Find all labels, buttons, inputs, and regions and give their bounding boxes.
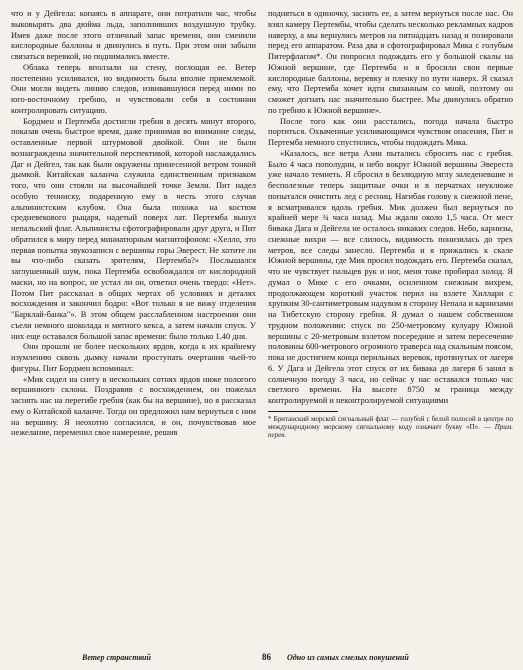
footer-chapter-title: Одно из самых смелых покушений (287, 653, 409, 662)
footnote (268, 415, 513, 440)
paragraph: «Казалось, все ветра Азии пытались сбросить нас с гребня. Было 4 часа пополудни, и небо вокруг Южной вершины Эвереста уже начало темнеть. Я сбросил в безлюдную мглу заледеневшие и бесполезные теперь защитные очки и в перчатках неуклюже попытался очистить лед с ресниц. Нагибая голову к снежной пене, я всматривался вдоль гребня. Мик должен был вернуться по крайней мере ¾ часа назад. Мы ждали около 1,5 часа. От мест бивака Дага и Дейгела не осталось никаких следов. Небо, карнизы, снежные вихри — все слилось, видимость понизилась до трех метров, все следы занесло. Пертемба и я прижались к скале Южной вершины, где Мик просил подождать его. Пертемба сказал, что не чувствует пальцев рук и ног, меня тоже пробирал холод. Я думал о Мике с его очками, осиленном снежным вихрем, продолжающем короткий участок перил на взлете Хиллари с хрупким 30-сантиметровым надувом в сторону Непала и карнизами на Тибетскую сторону гребня. Я думал о нашем собственном трудном положении: спуск по 250-метровому кулуару Южной вершины с 20-метровым взлетом посередине и затем пересечение половины 600-метрового огромного траверса над скальным поясом, пока не достигнем конца перильных веревок, протянутых от лагеря 6. У Дага и Дейгела этот спуск от их бивака до лагеря 6 занял в солнечную погоду 3 часа, но сейчас у нас оставался только час светлого времени. На высоте 8750 м граница между контролируемой и неконтролируемой ситуациями (268, 147, 513, 405)
page-number: 86 (262, 652, 271, 662)
paragraph: Бордмен и Пертемба достигли гребня в десять минут второго, показав очень быстрое время, даже принимая во внимание следы, оставленные первой штурмовой двойкой. Они не были вознаграждены значительной перспективой, которой наслаждались Даг и Дейгел, так как были окружены принесенной ветром тонкой дымкой. Китайская каланча служила единственным признаком того, что они стояли на высочайшей точке Земли. Пит надел особую тенниску, подаренную ему в честь этого случая альпинистским клубом. Она была похожа на костюм средневекового рыцаря, надетый поверх лат. Пертемба вынул непальский флаг. Альпинисты сфотографировали друг друга, и Пит обратился к миру перед миниатюрным магнитофоном: «Хелло, это первая попытка звукозаписи с вершины горы Эверест. Не хотите ли вы что-либо сказать зрителям, Пертемба?» Послышался заглушенный шум, пока Пертемба освобождался от кислородной маски, но на вопрос, не устал ли он, ответил очень твердо: «Нет». Потом Пит рассказал в общих чертах об условиях и деталях восхождения и закончил бодро: «Вот только я не вижу отделения "Барклай-банка"». В этом общем расслабленном настроении они съели немного шоколада и мятного кекса, а затем начали спуск. У них еще оставался большой запас времени: было только 1.40 дня. (11, 115, 256, 341)
paragraph: Они прошли не более нескольких ярдов, когда к их крайнему изумлению сквозь дымку начали проступать очертания чьей-то фигуры. Пит Бордмен вспоминал: (11, 341, 256, 373)
footnote-attribution: Прим. перев. (268, 423, 514, 440)
footnote-rule (268, 411, 338, 412)
footnote-text: * Британский морской сигнальный флаг — голубой с белой полосой в центре по международному морскому сигнальному коду означает букву «П». — (268, 414, 513, 432)
paragraph: подняться в одиночку, заснять ее, а затем вернуться после нас. Он взял камеру Пертембы, чтобы сделать несколько рекламных кадров наверху, а мы вернулись метров на пятнадцать назад и позировали перед его аппаратом. Раза два я сфотографировал Мика с голубым Питерфлагом*. Он попросил подождать его у большой скалы на Южной вершине, где Пертемба и я бросили свои первые кислородные баллоны, веревку и пленку по пути наверх. Я сказал ему, что Пертемба хочет идти связанным со мной, поэтому он сможет догнать нас значительно быстрее. Мы двинулись обратно по гребню к Южной вершине». (268, 8, 513, 115)
paragraph: После того как они расстались, погода начала быстро портиться. Охваченные усиливающимся чувством опасения, Пит и Пертемба немного спустились, чтобы подождать Мика. (268, 115, 513, 147)
right-column (268, 8, 513, 440)
paragraph: что и у Дейгела: копаясь в аппарате, они потратили час, чтобы выковырять два дюйма льда, заполнивших воздушную трубку. Имея даже после этого отличный запас времени, они сменили кислородные баллоны и двинулись в путь. При этом они забыли связаться веревкой, но поднимались вместе. (11, 8, 256, 61)
paragraph: «Мик сидел на снегу в нескольких сотнях ярдов ниже пологого вершинного склона. Поздравив с восхождением, он пожелал заснять нас на перегибе гребня (как бы на вершине), но я рассказал ему о Китайской каланче. Тогда он предложил нам вернуться с ним на вершину. Я неохотно согласился, и он, почувствовав мое нежелание, переменил свое намерение, решив (11, 373, 256, 438)
paragraph: Облака теперь вползали на стену, поглощая ее. Ветер постепенно усиливался, но видимость была вполне приемлемой. Они могли видеть линию следов, извивавшуюся перед ними по юго-восточному гребню, и чувствовали себя в состоянии контролировать ситуацию. (11, 61, 256, 115)
left-column (11, 8, 256, 438)
footer-book-title: Ветер странствий (82, 653, 151, 662)
